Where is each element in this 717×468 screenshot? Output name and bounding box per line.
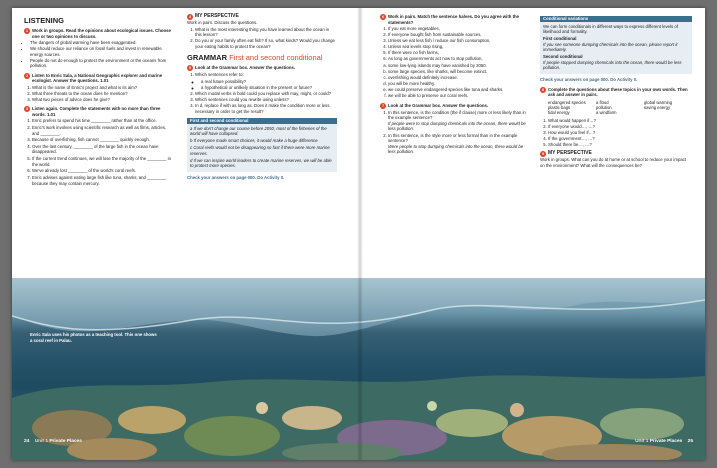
exercise-instruction: Work in groups. What can you do at home or at school to reduce your impact on the environment? What will the consequences be? bbox=[540, 157, 687, 168]
list-item: • People do not do enough to protect the environment or the oceans from pollution. bbox=[30, 58, 174, 69]
list-item: • We should reduce our reliance on fossil fuels and invest in renewable energy sources. bbox=[30, 46, 174, 57]
exercise-2 bbox=[24, 73, 174, 103]
variations-column bbox=[540, 14, 692, 172]
topic-word-grid bbox=[548, 100, 692, 115]
question-list bbox=[548, 118, 692, 148]
topic-word: plastic bags bbox=[548, 104, 571, 110]
question-list bbox=[195, 72, 337, 114]
list-item bbox=[195, 72, 337, 90]
list-item: 5. If the current trend continues, we will lose the majority of the ________ in the world. bbox=[32, 156, 174, 167]
exercise-instruction: Listen again. Complete the statements with no more than three words. bbox=[32, 106, 161, 117]
exercise-7 bbox=[380, 103, 528, 155]
page-number: 25 bbox=[687, 439, 693, 444]
box-subheading: First conditional bbox=[543, 36, 577, 41]
footer-right bbox=[635, 439, 693, 444]
example-sentence: Were people to stop dumping chemicals into the ocean, there would be less pollution. bbox=[388, 143, 524, 155]
exercise-number: 2 bbox=[26, 73, 28, 78]
unit-label: Unit 1 bbox=[635, 439, 649, 444]
grammar-title bbox=[187, 53, 337, 62]
box-title: Conditional variations bbox=[540, 16, 692, 22]
exercise-8 bbox=[540, 87, 692, 148]
list-item: 2. Enric's work involves using scientific research as well as films, articles, and ________. bbox=[32, 125, 174, 136]
list-item: 4. In d, replace if with as long as. Does it make the condition more or less necessary in order to get the result? bbox=[195, 103, 337, 114]
list-item: 1. What is the most interesting thing you have learned about the ocean in this lesson? bbox=[195, 27, 337, 38]
example-sentence: a If we don't change our course before 2050, most of the fisheries of the world will have collapsed. bbox=[190, 125, 327, 137]
audio-track-badge[interactable]: 1.01 bbox=[100, 78, 109, 84]
exercise-1 bbox=[24, 28, 174, 69]
list-item: 1. If you eat more vegetables, bbox=[388, 26, 528, 32]
opinion-list bbox=[30, 40, 174, 69]
photo-caption: Enric Sala uses his photos as a teaching tool. This one shows a coral reef in Palau. bbox=[30, 332, 157, 343]
list-item: 5. Should there be…, …? bbox=[548, 142, 692, 148]
unit-label: Unit 1 bbox=[34, 439, 49, 444]
exercise-6 bbox=[380, 14, 528, 99]
page-number: 24 bbox=[24, 439, 30, 444]
grammar-subheading: First and second conditional bbox=[229, 53, 323, 63]
exercise-3 bbox=[24, 106, 174, 186]
list-item: 6. As long as governments act now to stop pollution, bbox=[388, 56, 528, 62]
list-item: 2. What three threats to the ocean does he mention? bbox=[32, 91, 174, 97]
list-item bbox=[388, 110, 528, 132]
list-item: 2. If everyone would…, …? bbox=[548, 124, 692, 130]
topic-word: pollution bbox=[596, 104, 612, 110]
check-answers-link[interactable]: Check your answers on page 000. Do Activity 0. bbox=[540, 77, 638, 82]
question-list bbox=[388, 110, 528, 155]
box-intro: We can form conditionals in different ways to express different levels of likelihood and formality. bbox=[543, 23, 678, 34]
list-item: 2. Which modal verbs in bold could you replace with may, might, or could? bbox=[195, 91, 337, 97]
topic-word: tidal energy bbox=[548, 109, 570, 115]
textbook-spread bbox=[12, 8, 705, 460]
exercise-number: 4 bbox=[189, 15, 191, 19]
topic-word: a flood bbox=[596, 99, 609, 105]
exercise-instruction: Complete the questions about these topics in your own words. Then ask and answer in pairs. bbox=[548, 86, 688, 97]
grammar-box-title: First and second conditional bbox=[187, 118, 337, 124]
topic-word: endangered species bbox=[548, 99, 586, 105]
statement-list bbox=[32, 118, 174, 186]
list-item: d. you will be more healthy. bbox=[388, 81, 528, 87]
exercise-number: 6 bbox=[382, 15, 384, 19]
exercise-instruction: Work in groups. Read the opinions about ecological issues. Choose one or two opinions to discuss. bbox=[32, 28, 171, 39]
exercise-number: 8 bbox=[542, 87, 544, 92]
list-item: f. we will be able to preserve our coral reefs. bbox=[388, 93, 528, 99]
topic-word: global warming bbox=[644, 99, 673, 105]
audio-track-badge[interactable]: 1.01 bbox=[47, 111, 56, 117]
sentence-start-list bbox=[388, 26, 528, 62]
list-item: 1. What is the name of Enric's project and what is its aim? bbox=[32, 85, 174, 91]
sentence-end-list bbox=[388, 63, 528, 99]
example-sentence: If people were to stop dumping chemicals into the ocean, there would be less pollution. bbox=[388, 120, 526, 132]
exercise-instruction: Work in pairs. Match the sentence halves. Do you agree with the statements? bbox=[388, 14, 520, 25]
exercise-number: 1 bbox=[26, 29, 28, 33]
exercise-instruction: Look at the Grammar box. Answer the questions. bbox=[195, 65, 296, 71]
list-item: e. we could preserve endangered species like tuna and sharks. bbox=[388, 87, 528, 93]
question-list bbox=[195, 27, 337, 50]
exercise-instruction: Work in pairs. Discuss the questions. bbox=[187, 20, 258, 25]
list-item: 3. How would you feel if…? bbox=[548, 130, 692, 136]
example-sentence: d If we can inspire world leaders to create marine reserves, we will be able to protect more species. bbox=[190, 157, 332, 169]
section-heading: MY PERSPECTIVE bbox=[195, 13, 239, 19]
exercise-number: 5 bbox=[189, 66, 191, 71]
page-gutter bbox=[357, 8, 363, 460]
sub-item: ◦ a hypothetical or unlikely situation in the present or future? bbox=[201, 85, 337, 91]
grammar-box bbox=[187, 118, 337, 172]
list-item: 4. If the government…, …? bbox=[548, 136, 692, 142]
exercise-number: 9 bbox=[542, 152, 544, 157]
question-list bbox=[32, 85, 174, 103]
list-item: 3. Which sentences could you rewrite using unless? bbox=[195, 97, 337, 103]
conditional-variations-box bbox=[540, 16, 692, 74]
list-item: 5. If there were no fish farms, bbox=[388, 50, 528, 56]
list-item: 6. We've already lost ________ of the world's coral reefs. bbox=[32, 168, 174, 174]
list-item: 3. Unless we eat less fish / reduce our fish consumption, bbox=[388, 38, 528, 44]
list-item: b. some large species, like sharks, will become extinct. bbox=[388, 69, 528, 75]
list-item: 3. What two pieces of advice does he give? bbox=[32, 97, 174, 103]
grammar-column bbox=[187, 14, 337, 181]
listening-title: LISTENING bbox=[24, 16, 65, 25]
check-answers-link[interactable]: Check your answers on page 000. Do Activity 0. bbox=[187, 175, 285, 181]
list-item bbox=[388, 133, 528, 155]
question-text: In this sentence, is the condition (the if clause) more or less likely than in the example sentence? bbox=[388, 109, 526, 121]
list-item: 7. Enric advises against eating large fish like tuna, sharks, and ________ because they may contain mercury. bbox=[32, 175, 174, 186]
list-item: 1. Enric prefers to spend his time ________ rather than at the office. bbox=[32, 118, 174, 124]
list-item: 1. What would happen if…? bbox=[548, 118, 692, 124]
list-item: 2. Do you or your family often eat fish? If so, what kinds? Would you change your eating habits to protect the ocean? bbox=[195, 38, 337, 49]
listening-column bbox=[24, 14, 174, 190]
grammar-heading: GRAMMAR bbox=[187, 53, 227, 63]
topic-word: saving energy bbox=[644, 104, 671, 110]
example-sentence: If people stopped dumping chemicals into the ocean, there would be less pollution. bbox=[543, 59, 682, 70]
list-item: 2. If everyone bought fish from sustainable sources, bbox=[388, 32, 528, 38]
practice-column bbox=[380, 14, 528, 159]
list-item: 3. Because of overfishing, fish cannot ________ quickly enough. bbox=[32, 137, 174, 143]
unit-topic: Private Places bbox=[649, 439, 683, 444]
my-perspective-2 bbox=[540, 151, 692, 168]
list-item: a. some low-lying islands may have vanished by 2050. bbox=[388, 63, 528, 69]
exercise-instruction: Look at the Grammar box. Answer the questions. bbox=[388, 102, 489, 108]
example-sentence: If you see someone dumping chemicals into the ocean, please report it immediately. bbox=[543, 41, 678, 52]
example-sentence: c Coral reefs would not be disappearing so fast if there were more marine reserves. bbox=[190, 145, 330, 156]
my-perspective-1 bbox=[187, 14, 337, 49]
list-item: 4. Unless sea levels stop rising, bbox=[388, 44, 528, 50]
list-item: c. overfishing would definitely increase. bbox=[388, 75, 528, 81]
section-heading: MY PERSPECTIVE bbox=[548, 150, 592, 157]
unit-topic: Private Places bbox=[49, 439, 82, 444]
list-item: • The dangers of global warming have been exaggerated. bbox=[30, 40, 174, 46]
exercise-5 bbox=[187, 65, 337, 114]
exercise-instruction: Listen to Enric Sala, a National Geographic explorer and marine ecologist. Answer the questions. bbox=[32, 72, 163, 84]
list-item: 4. Over the last century, ________ of the large fish in the ocean have disappeared. bbox=[32, 144, 174, 155]
question-text: In this sentence, is the style more or less formal than in the example sentence? bbox=[388, 132, 518, 144]
exercise-number: 7 bbox=[382, 103, 384, 108]
sub-item: ◦ a real future possibility? bbox=[201, 79, 337, 85]
exercise-number: 3 bbox=[26, 107, 28, 112]
topic-word: a windfarm bbox=[596, 109, 617, 115]
question-text: Which sentences refer to: bbox=[195, 72, 244, 78]
example-sentence: b If everyone made smart choices, it would make a huge difference. bbox=[190, 138, 319, 144]
box-subheading: Second conditional bbox=[543, 54, 583, 59]
footer-left bbox=[24, 439, 82, 444]
